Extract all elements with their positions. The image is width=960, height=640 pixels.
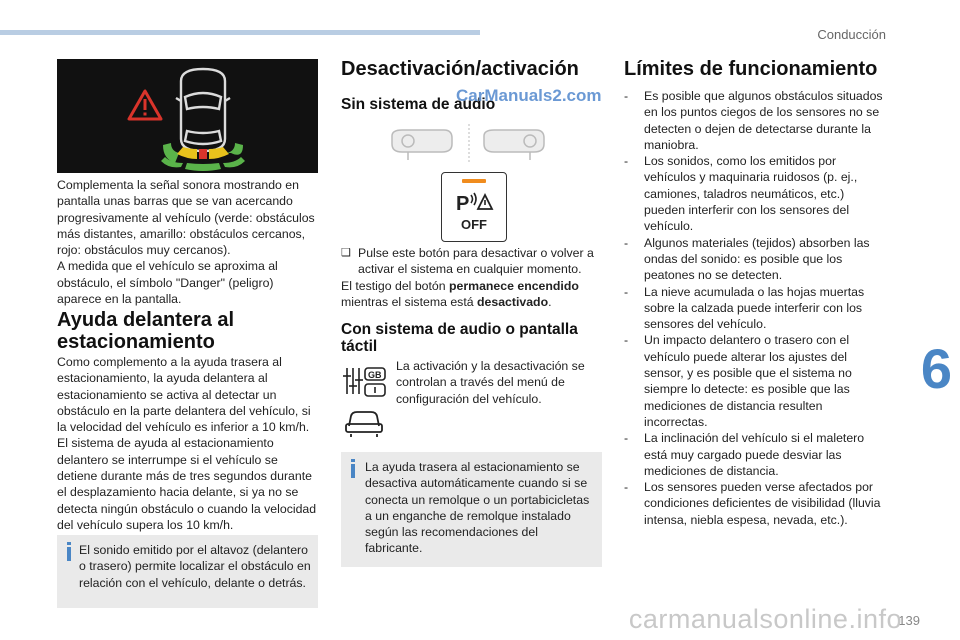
- list-item: - Los sensores pueden verse afectados por condiciones deficientes de visibilidad (lluvia intensa, niebla espesa, nevada, etc.).: [624, 479, 886, 528]
- settings-menu-icon: [341, 364, 389, 438]
- parking-display-image: [57, 59, 318, 173]
- status-bold-1: permanece encendido: [449, 278, 579, 293]
- park-assist-off-button[interactable]: [441, 172, 507, 242]
- list-item: - Algunos materiales (tejidos) absorben las ondas del sonido: es posible que los peatones no se detecten.: [624, 235, 886, 284]
- footer-watermark: carmanualsonline.info: [628, 604, 902, 634]
- limits-items: [624, 88, 886, 528]
- limits-list: [624, 88, 886, 528]
- heading-limits: Límites de funcionamiento: [624, 58, 878, 80]
- step-text: Pulse este botón para desactivar o volver a activar el sistema en cualquier momento.: [358, 246, 594, 277]
- intro-paragraph-2: A medida que el vehículo se aproxima al obstáculo, el símbolo "Danger" (peligro) aparece en la pantalla.: [57, 259, 278, 307]
- body-paragraph-2: El sistema de ayuda al estacionamiento delantero se interrumpe si el vehículo se detiene durante más de tres segundos durante el desplazamiento hacia delante, si ya no se detecta ningún obstáculo o cuando la velocidad del vehículo supera los 10 km/h.: [57, 436, 317, 532]
- step-paragraph: [341, 245, 601, 278]
- info-box-middle: [341, 452, 602, 567]
- status-bold-2: desactivado: [477, 294, 549, 309]
- heading-front-parking: Ayuda delantera al estacionamiento: [57, 309, 235, 353]
- info-text: El sonido emitido por el altavoz (delantero o trasero) permite localizar el obstáculo en relación con el vehículo, delante o detrás.: [79, 543, 311, 590]
- list-item: - La nieve acumulada o las hojas muertas sobre la calzada puede interferir con los sensores del vehículo.: [624, 284, 886, 333]
- chapter-number: 6: [920, 337, 952, 400]
- dashboard-illustration: [388, 124, 568, 164]
- info-icon: [67, 547, 71, 561]
- off-label: OFF: [461, 217, 487, 232]
- car-top-view-icon: [176, 69, 230, 151]
- dashboard-icon: [388, 124, 568, 164]
- car-sensor-illustration: [57, 59, 318, 173]
- info-icon: [351, 464, 355, 478]
- header-bar: [0, 30, 480, 35]
- list-item: - Es posible que algunos obstáculos situados en los puntos ciegos de los sensores no se detecten o dejen de detectarse durante la maniobra.: [624, 88, 886, 153]
- sensor-bars: [161, 143, 245, 171]
- heading-deactivation: Desactivación/activación: [341, 58, 579, 80]
- section-title: Conducción: [817, 27, 886, 42]
- list-item: - Un impacto delantero o trasero con el vehículo puede alterar los ajustes del sensor, y es posible que el sistema no siempre lo detecte: es posible que las mediciones de distancia resulten incorrectas.: [624, 332, 886, 430]
- body-paragraph: Como complemento a la ayuda trasera al estacionamiento, la ayuda delantera al estacionamiento se activa al detectar un obstáculo en la parte delantera del vehículo, si la velocidad del vehículo es inferior a 10 km/h.: [57, 355, 311, 435]
- status-text-1: El testigo del botón: [341, 278, 450, 293]
- gb-label: GB: [368, 370, 382, 380]
- warning-triangle-icon: [129, 91, 161, 119]
- list-item: - Los sonidos, como los emitidos por vehículos y maquinaria ruidosos (p. ej., camiones, taladros neumáticos, etc.) pueden interferir con los sensores del vehículo.: [624, 153, 886, 234]
- watermark-text: CarManuals2.com: [456, 86, 602, 105]
- intro-paragraph: Complementa la señal sonora mostrando en pantalla unas barras que se van acercando progresivamente al vehículo (verde: obstáculos más distantes, amarillo: obstáculos cercanos, rojo: obstáculos muy cercanos).: [57, 178, 315, 258]
- status-paragraph: [341, 278, 601, 311]
- page-number: 139: [898, 613, 920, 628]
- menu-text: La activación y la desactivación se controlan a través del menú de configuración del vehículo.: [396, 359, 585, 406]
- subheading-no-audio: Sin sistema de audio: [341, 96, 496, 113]
- info-text: La ayuda trasera al estacionamiento se desactiva automáticamente cuando si se conecta un remolque o un portabicicletas a un enganche de remolque instalado según las recomendaciones del fabricante.: [365, 460, 590, 556]
- left-body: [57, 354, 319, 533]
- middle-step: [341, 245, 601, 310]
- status-text-2: mientras el sistema está: [341, 294, 477, 309]
- settings-icons: [341, 364, 389, 438]
- car-front-icon: [346, 412, 382, 437]
- status-text-3: .: [548, 294, 552, 309]
- button-led-indicator: [462, 179, 486, 183]
- step-marker-icon: ❑: [341, 247, 351, 259]
- info-box-left: [57, 535, 318, 608]
- list-item: - La inclinación del vehículo si el maletero está muy cargado puede desviar las mediciones de distancia.: [624, 430, 886, 479]
- left-intro: [57, 177, 319, 307]
- subheading-audio: Con sistema de audio o pantalla táctil: [341, 321, 578, 355]
- svg-text:P: P: [456, 193, 470, 215]
- park-sensor-icon: [454, 189, 494, 215]
